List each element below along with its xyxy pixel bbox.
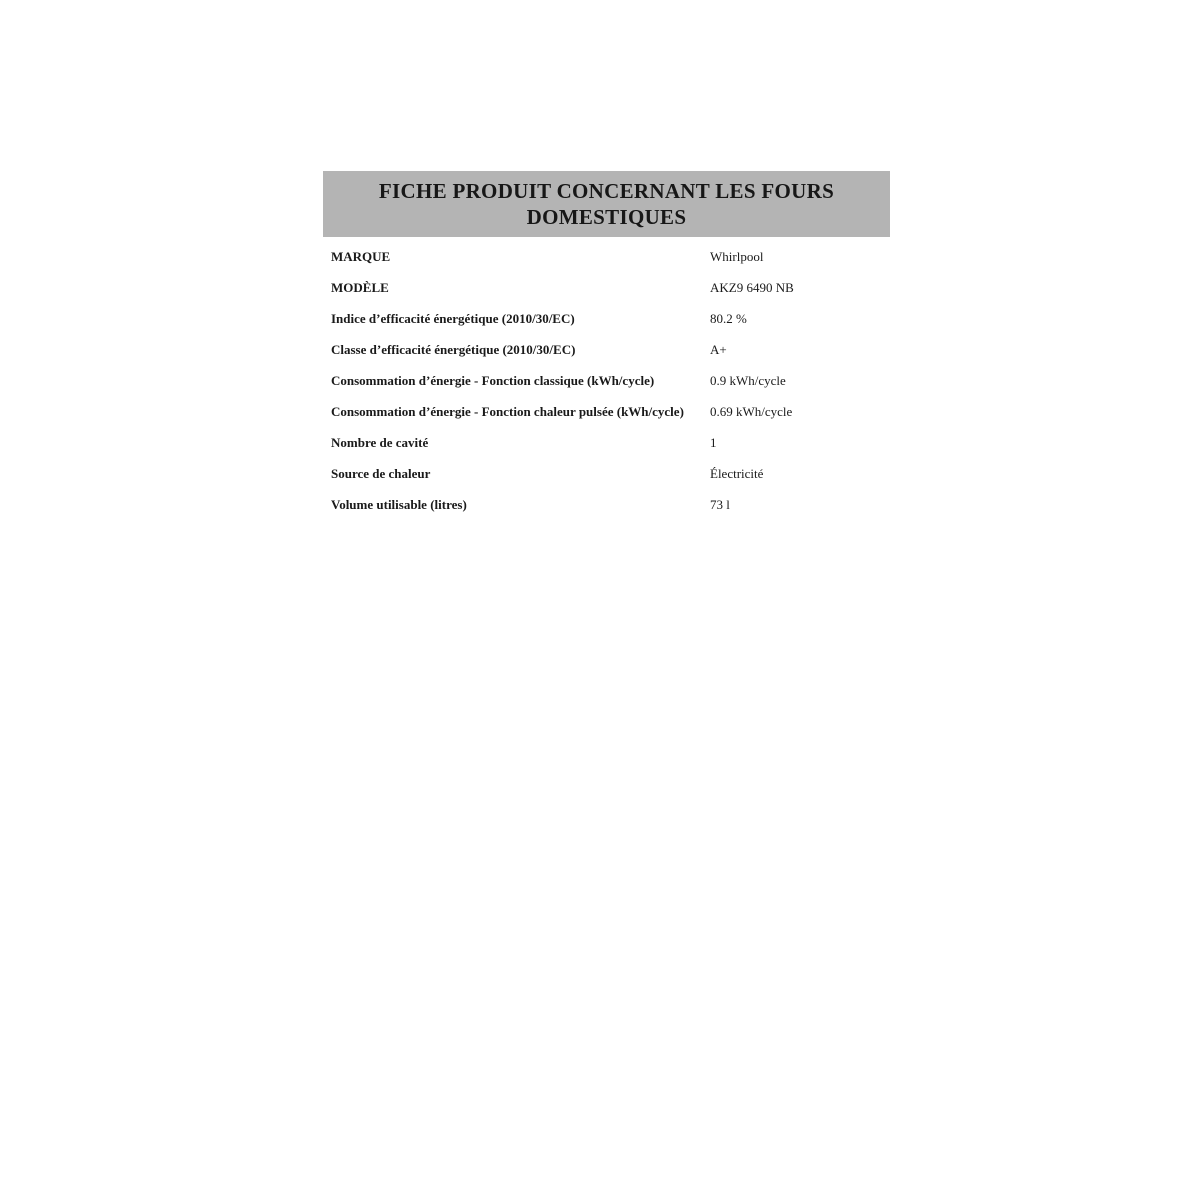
table-row-source-chaleur — [331, 464, 890, 483]
row-label: MODÈLE — [331, 280, 389, 295]
table-row-classe-efficacite — [331, 340, 890, 359]
document-title-line2: DOMESTIQUES — [526, 205, 687, 229]
row-value: 80.2 % — [710, 311, 747, 326]
row-value: 73 l — [710, 497, 730, 512]
row-label: Consommation d’énergie - Fonction classique (kWh/cycle) — [331, 373, 655, 388]
table-row-modele — [331, 278, 890, 297]
table-row-nombre-cavite — [331, 433, 890, 452]
row-value: 1 — [710, 435, 717, 450]
table-row-indice-efficacite — [331, 309, 890, 328]
document-title-line1: FICHE PRODUIT CONCERNANT LES FOURS — [378, 179, 835, 203]
table-row-conso-chaleur-pulsee — [331, 402, 890, 421]
row-label: Source de chaleur — [331, 466, 431, 481]
row-label: Classe d’efficacité énergétique (2010/30/EC) — [331, 342, 576, 357]
row-label: Nombre de cavité — [331, 435, 429, 450]
row-value: 0.69 kWh/cycle — [710, 404, 793, 419]
row-value: 0.9 kWh/cycle — [710, 373, 786, 388]
row-label: MARQUE — [331, 249, 391, 264]
table-row-volume-utilisable — [331, 495, 890, 514]
document-title-banner — [323, 171, 890, 237]
table-row-marque — [331, 247, 890, 266]
row-value: Électricité — [710, 466, 764, 481]
row-value: AKZ9 6490 NB — [710, 280, 794, 295]
table-row-conso-classique — [331, 371, 890, 390]
row-label: Volume utilisable (litres) — [331, 497, 467, 512]
row-value: Whirlpool — [710, 249, 764, 264]
row-label: Indice d’efficacité énergétique (2010/30/EC) — [331, 311, 575, 326]
spec-table — [323, 247, 890, 514]
row-value: A+ — [710, 342, 727, 357]
row-label: Consommation d’énergie - Fonction chaleur pulsée (kWh/cycle) — [331, 404, 684, 419]
product-sheet — [323, 171, 890, 526]
